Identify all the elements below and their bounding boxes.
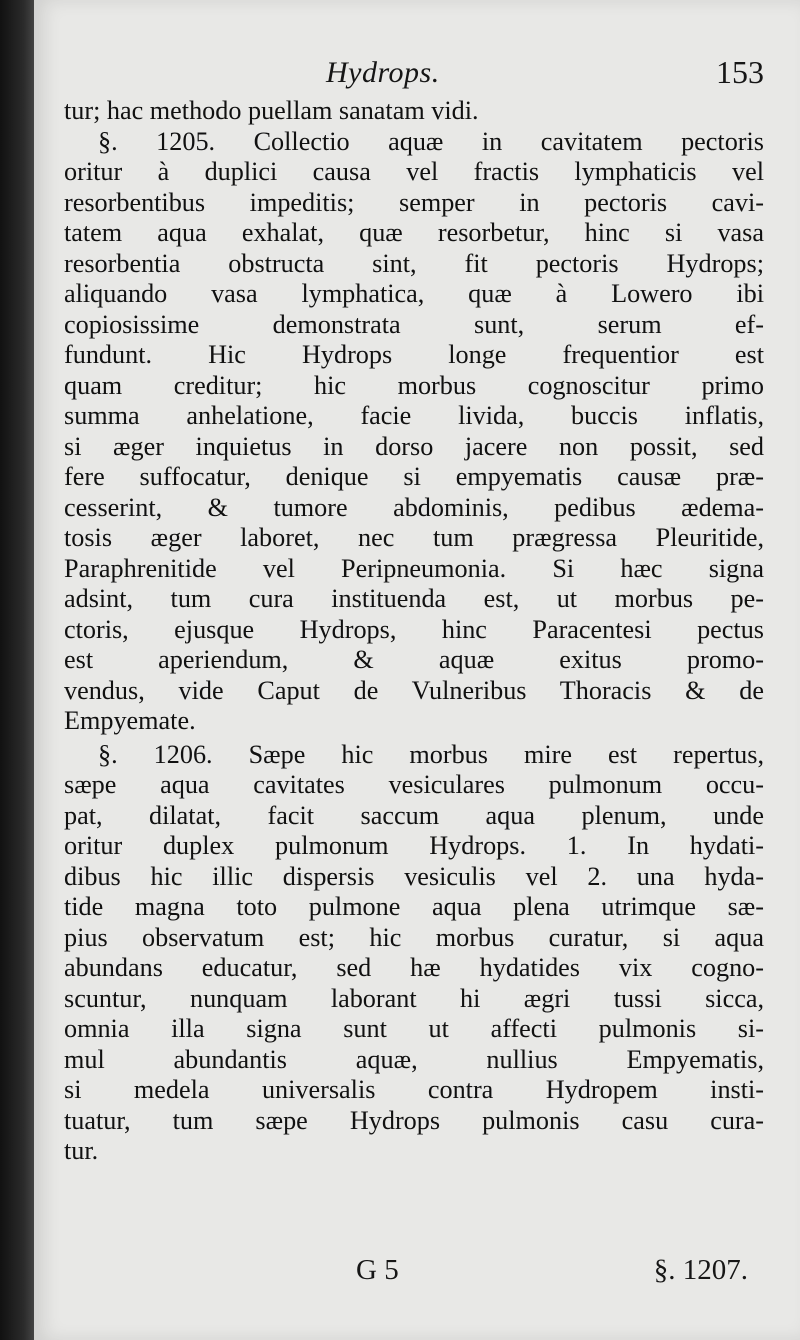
text-line: tuatur, tum sæpe Hydrops pulmonis casu cura- bbox=[64, 1105, 764, 1135]
page-header bbox=[34, 52, 800, 96]
text-line: vendus, vide Caput de Vulneribus Thoracis & de bbox=[64, 675, 764, 705]
text-line: summa anhelatione, facie livida, buccis inflatis, bbox=[64, 401, 764, 430]
text-line: resorbentibus impeditis; semper in pectoris cavi- bbox=[64, 187, 764, 217]
text-line: ctoris, ejusque Hydrops, hinc Paracentesi pectus bbox=[64, 614, 764, 644]
text-line: aliquando vasa lymphatica, quæ à Lowero ibi bbox=[64, 279, 764, 308]
text-line: pat, dilatat, facit saccum aqua plenum, unde bbox=[64, 800, 764, 830]
text-line: oritur duplex pulmonum Hydrops. 1. In hydati- bbox=[64, 831, 764, 860]
book-page bbox=[34, 0, 800, 1340]
text-line: tosis æger laboret, nec tum prægressa Pleuritide, bbox=[64, 523, 764, 552]
page-number: 153 bbox=[716, 54, 764, 90]
running-title: Hydrops. bbox=[326, 56, 440, 89]
text-line: resorbentia obstructa sint, fit pectoris Hydrops; bbox=[64, 248, 764, 278]
paragraph-1206 bbox=[64, 740, 764, 1167]
body-text bbox=[64, 96, 764, 1167]
text-line: sæpe aqua cavitates vesiculares pulmonum occu- bbox=[64, 770, 764, 799]
page-footer bbox=[34, 1250, 800, 1294]
text-line: si æger inquietus in dorso jacere non possit, sed bbox=[64, 431, 764, 461]
text-line: quam creditur; hic morbus cognoscitur primo bbox=[64, 370, 764, 400]
text-line: tide magna toto pulmone aqua plena utrimque sæ- bbox=[64, 892, 764, 921]
text-line: scuntur, nunquam laborant hi ægri tussi sicca, bbox=[64, 983, 764, 1013]
text-line: Paraphrenitide vel Peripneumonia. Si hæc signa bbox=[64, 553, 764, 583]
text-line: pius observatum est; hic morbus curatur, si aqua bbox=[64, 922, 764, 952]
text-line: dibus hic illic dispersis vesiculis vel 2. una hyda- bbox=[64, 861, 764, 891]
text-line: abundans educatur, sed hæ hydatides vix cogno- bbox=[64, 953, 764, 982]
text-line: tatem aqua exhalat, quæ resorbetur, hinc si vasa bbox=[64, 218, 764, 247]
paragraph-1205 bbox=[64, 127, 764, 737]
text-line: est aperiendum, & aquæ exitus promo- bbox=[64, 645, 764, 674]
catchword: §. 1207. bbox=[653, 1254, 748, 1286]
signature-mark: G 5 bbox=[356, 1254, 399, 1286]
book-gutter-edge bbox=[0, 0, 34, 1340]
text-line: §. 1206. Sæpe hic morbus mire est repertus, bbox=[98, 739, 764, 769]
text-line: cesserint, & tumore abdominis, pedibus ædema- bbox=[64, 492, 764, 522]
text-line: Empyemate. bbox=[64, 706, 196, 735]
text-line: tur. bbox=[64, 1136, 99, 1165]
text-line: tur; hac methodo puellam sanatam vidi. bbox=[64, 96, 479, 125]
text-line: copiosissime demonstrata sunt, serum ef- bbox=[64, 309, 764, 339]
text-line: omnia illa signa sunt ut affecti pulmonis si- bbox=[64, 1014, 764, 1043]
text-line: oritur à duplici causa vel fractis lymphaticis vel bbox=[64, 157, 764, 186]
text-line: si medela universalis contra Hydropem insti- bbox=[64, 1075, 764, 1104]
text-line: fere suffocatur, denique si empyematis causæ præ- bbox=[64, 462, 764, 491]
text-line: fundunt. Hic Hydrops longe frequentior est bbox=[64, 340, 764, 369]
text-line: §. 1205. Collectio aquæ in cavitatem pectoris bbox=[98, 126, 764, 156]
text-line: adsint, tum cura instituenda est, ut morbus pe- bbox=[64, 584, 764, 613]
paragraph-continuation bbox=[64, 96, 764, 127]
text-line: mul abundantis aquæ, nullius Empyematis, bbox=[64, 1044, 764, 1074]
